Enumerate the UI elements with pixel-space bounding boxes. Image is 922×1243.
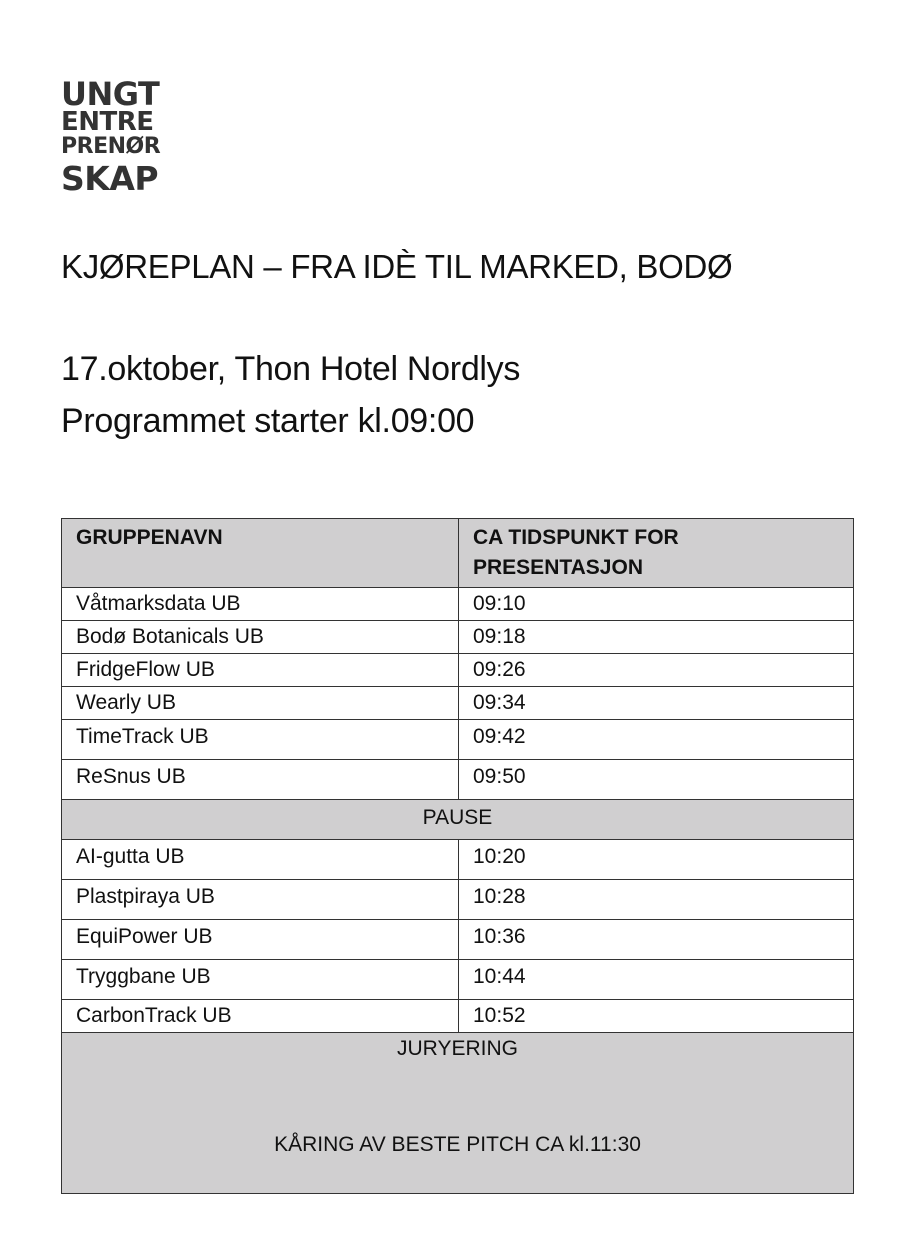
table-row: [62, 687, 854, 720]
presentation-time: 10:52: [459, 1000, 854, 1033]
group-name: Plastpiraya UB: [62, 880, 459, 920]
group-name: Våtmarksdata UB: [62, 588, 459, 621]
table-row: [62, 760, 854, 800]
document-title: KJØREPLAN – FRA IDÈ TIL MARKED, BODØ: [61, 248, 733, 285]
date-location-line: 17.oktober, Thon Hotel Nordlys: [61, 350, 521, 388]
presentation-time: 09:18: [459, 621, 854, 654]
table-row: [62, 880, 854, 920]
logo-line-4: SKAP: [61, 159, 159, 198]
table-row: [62, 588, 854, 621]
pause-row: [62, 800, 854, 840]
logo-line-3: PRENØR: [61, 134, 161, 159]
presentation-time: 10:44: [459, 960, 854, 1000]
group-name: Tryggbane UB: [62, 960, 459, 1000]
presentation-time: 09:26: [459, 654, 854, 687]
table-row: [62, 1000, 854, 1033]
presentation-time: 09:42: [459, 720, 854, 760]
pause-label: PAUSE: [62, 800, 854, 840]
jury-label: JURYERING: [397, 1037, 518, 1060]
table-row: [62, 720, 854, 760]
start-time-line: Programmet starter kl.09:00: [61, 402, 475, 440]
table-row: [62, 621, 854, 654]
group-name: CarbonTrack UB: [62, 1000, 459, 1033]
table-row: [62, 840, 854, 880]
final-row: [62, 1033, 854, 1194]
table-row: [62, 960, 854, 1000]
schedule-table: [61, 518, 854, 1194]
presentation-time: 09:10: [459, 588, 854, 621]
presentation-time: 10:20: [459, 840, 854, 880]
logo: [61, 75, 211, 198]
group-name: EquiPower UB: [62, 920, 459, 960]
logo-line-1: UNGT: [61, 75, 160, 113]
header-presentation-time: CA TIDSPUNKT FOR PRESENTASJON: [459, 519, 854, 588]
logo-line-2: ENTRE: [61, 107, 154, 137]
award-label: KÅRING AV BESTE PITCH CA kl.11:30: [274, 1133, 641, 1156]
table-row: [62, 920, 854, 960]
group-name: ReSnus UB: [62, 760, 459, 800]
header-group-name: GRUPPENAVN: [62, 519, 459, 588]
presentation-time: 09:34: [459, 687, 854, 720]
group-name: Bodø Botanicals UB: [62, 621, 459, 654]
final-cell: [62, 1033, 854, 1194]
presentation-time: 10:36: [459, 920, 854, 960]
table-row: [62, 654, 854, 687]
group-name: AI-gutta UB: [62, 840, 459, 880]
table-header-row: [62, 519, 854, 588]
presentation-time: 10:28: [459, 880, 854, 920]
group-name: Wearly UB: [62, 687, 459, 720]
group-name: FridgeFlow UB: [62, 654, 459, 687]
presentation-time: 09:50: [459, 760, 854, 800]
group-name: TimeTrack UB: [62, 720, 459, 760]
